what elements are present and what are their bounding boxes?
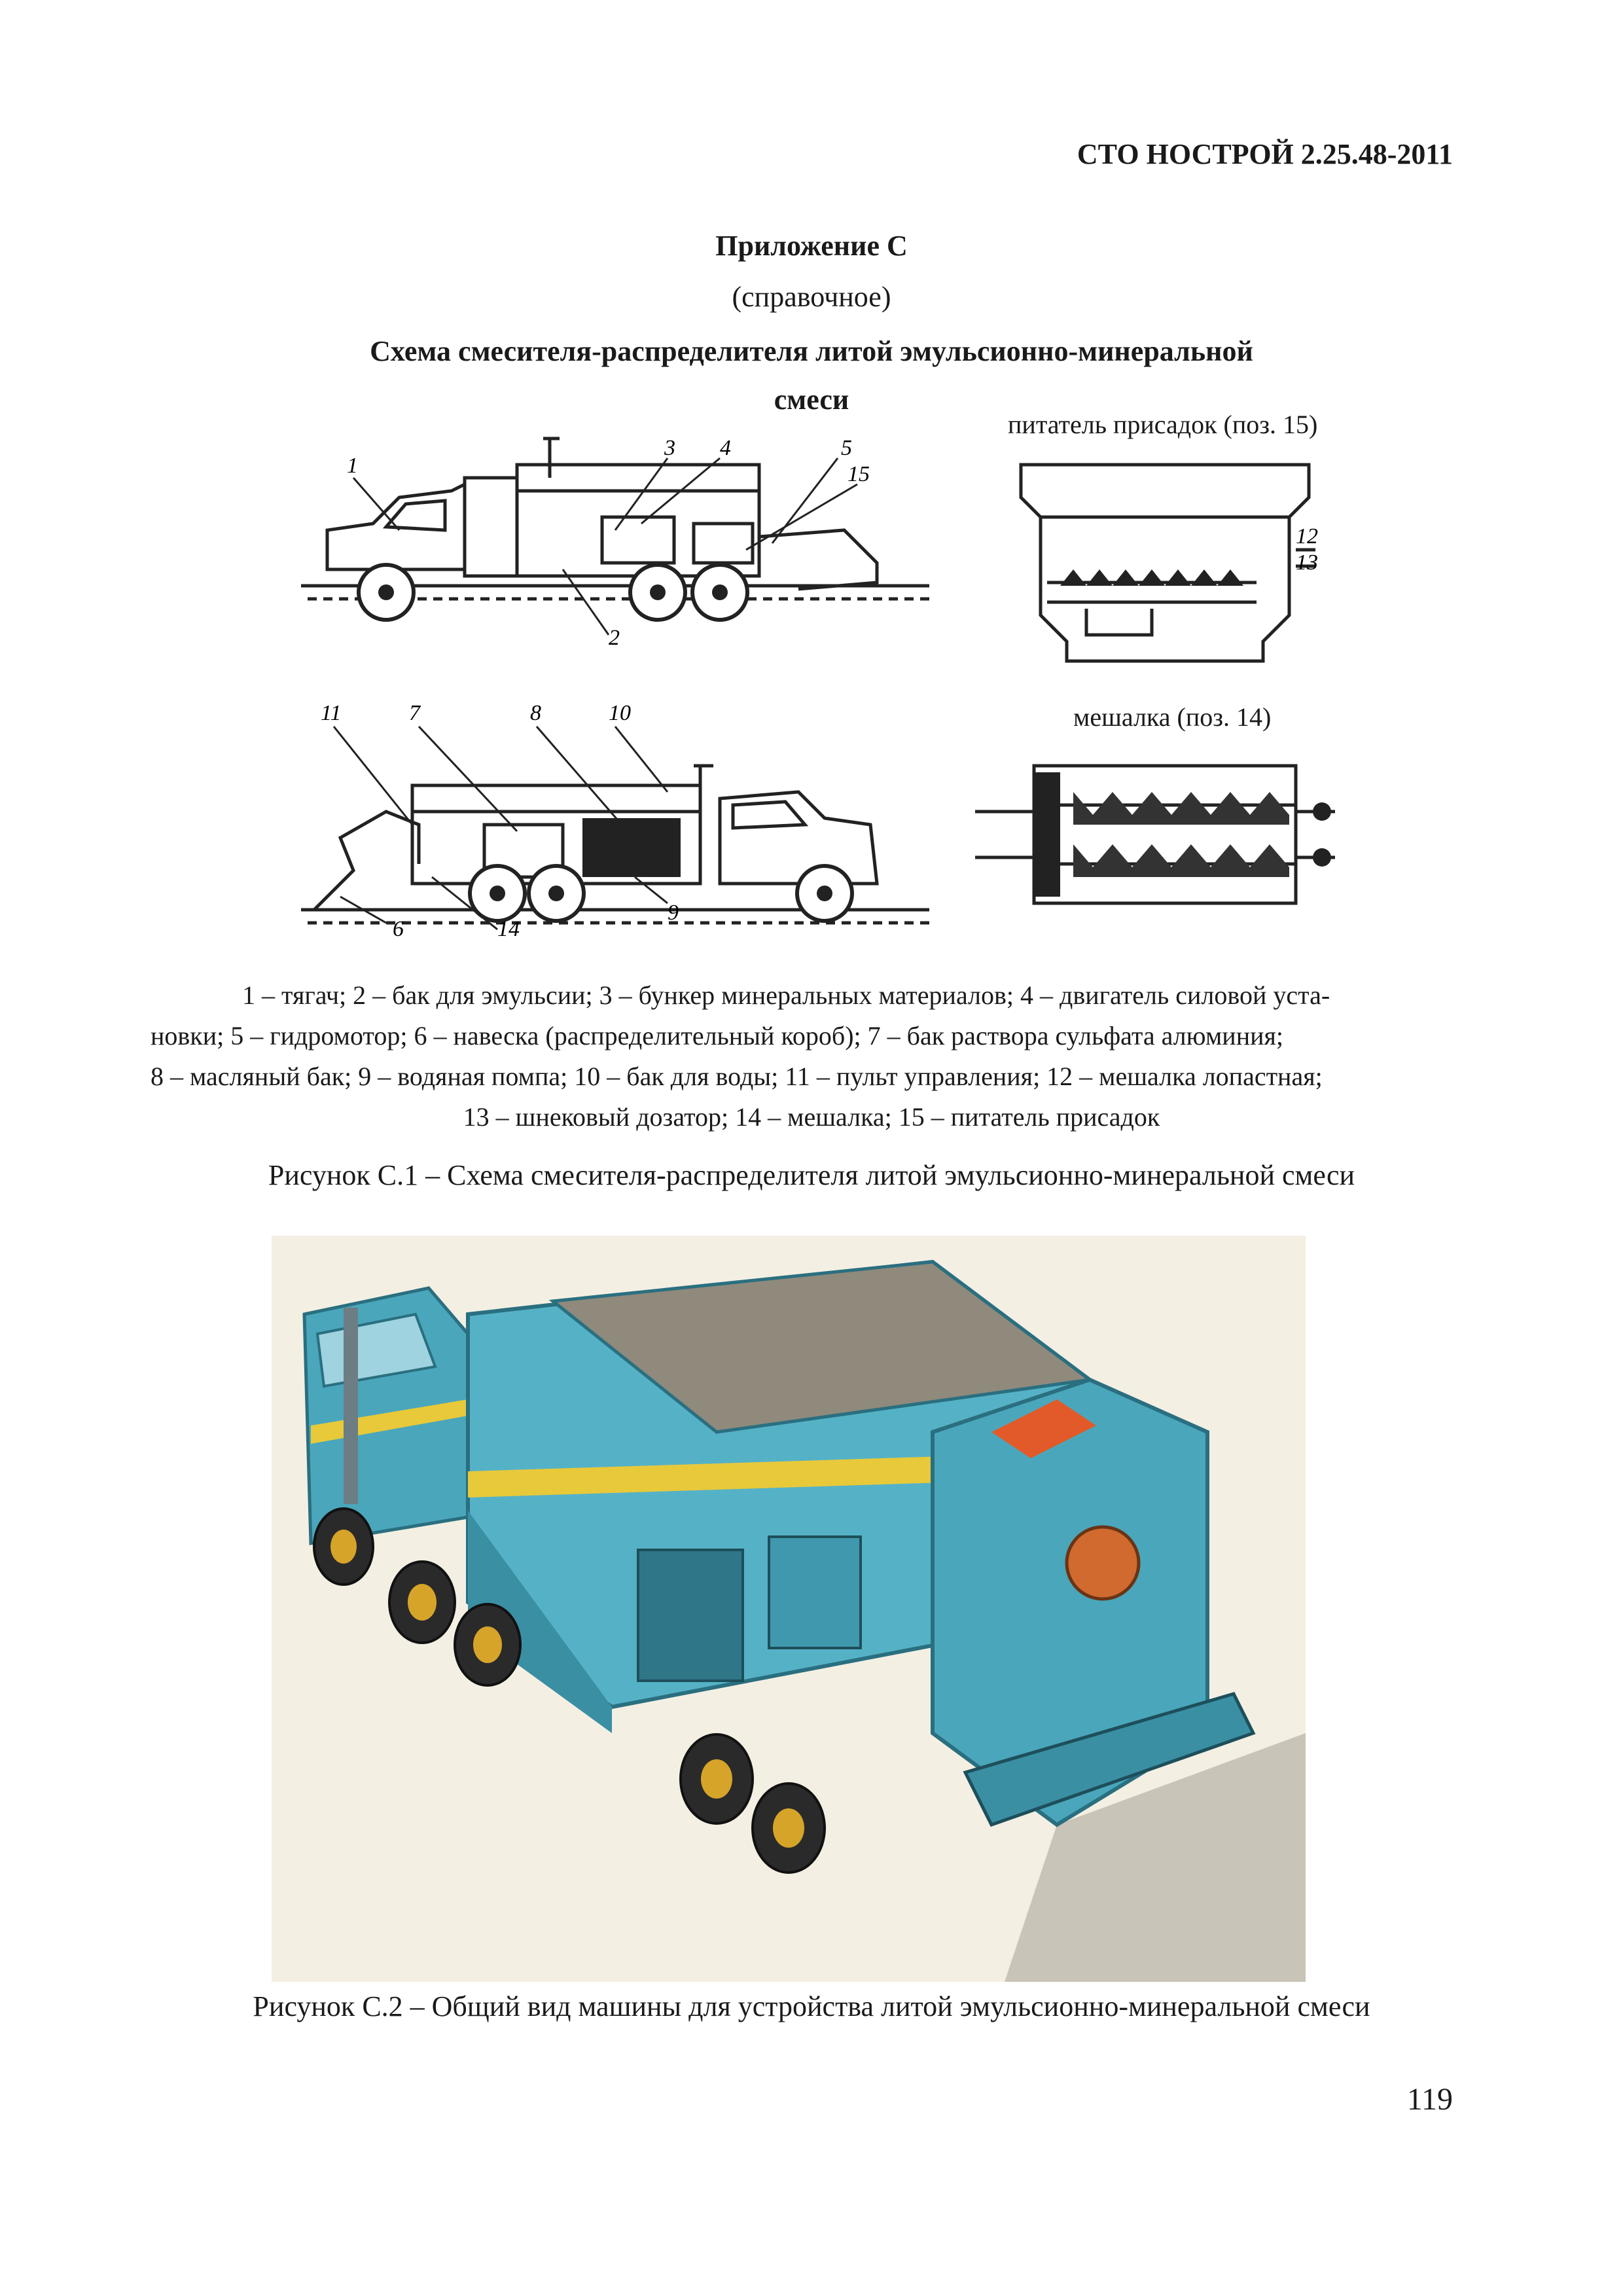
machine-general-view-illustration: [272, 1236, 1306, 1982]
callout-3: 3: [664, 436, 675, 460]
scheme-title-line2: смеси: [774, 384, 849, 416]
document-code: СТО НОСТРОЙ 2.25.48-2011: [1077, 138, 1453, 170]
mixer-label: мешалка (поз. 14): [1073, 702, 1272, 732]
callout-15: 15: [847, 462, 870, 486]
callout-4: 4: [720, 436, 731, 460]
callout-7: 7: [409, 701, 420, 725]
scheme-title-line1: Схема смесителя-распределителя литой эмульсионно-минеральной: [370, 335, 1253, 367]
callout-5: 5: [841, 436, 852, 460]
figure1-legend: [151, 975, 1472, 1138]
mixer-drawing: [969, 753, 1348, 916]
callout-12: 12: [1296, 524, 1318, 548]
callout-1: 1: [347, 454, 358, 478]
appendix-subtitle: (справочное): [732, 281, 891, 313]
callout-9: 9: [668, 901, 679, 925]
additive-feeder-drawing: [1008, 452, 1322, 674]
feeder-label: питатель присадок (поз. 15): [1008, 410, 1318, 439]
truck-side-view-bottom: [301, 694, 942, 942]
callout-8: 8: [530, 701, 541, 725]
callout-14: 14: [497, 917, 520, 941]
callout-6: 6: [393, 917, 404, 941]
callout-13: 13: [1296, 550, 1318, 575]
appendix-title: Приложение С: [715, 230, 908, 262]
page-number: 119: [1406, 2082, 1453, 2117]
truck-side-view-top: [301, 419, 942, 655]
figure1-caption: Рисунок С.1 – Схема смесителя-распределителя литой эмульсионно-минеральной смеси: [268, 1159, 1355, 1191]
legend-line: 13 – шнековый дозатор; 14 – мешалка; 15 – питатель присадок: [463, 1102, 1160, 1132]
figure2-caption: Рисунок С.2 – Общий вид машины для устройства литой эмульсионно-минеральной смеси: [253, 1990, 1370, 2022]
callout-10: 10: [609, 701, 631, 725]
callout-11: 11: [321, 701, 342, 725]
legend-line: новки; 5 – гидромотор; 6 – навеска (распределительный короб); 7 – бак раствора сульфата алюминия;: [151, 1021, 1284, 1050]
callout-2: 2: [609, 626, 620, 650]
scheme-title: [0, 327, 1623, 424]
legend-line: 8 – масляный бак; 9 – водяная помпа; 10 – бак для воды; 11 – пульт управления; 12 – мешалка лопастная;: [151, 1062, 1323, 1091]
legend-line: 1 – тягач; 2 – бак для эмульсии; 3 – бункер минеральных материалов; 4 – двигатель силовой уста-: [242, 980, 1330, 1010]
